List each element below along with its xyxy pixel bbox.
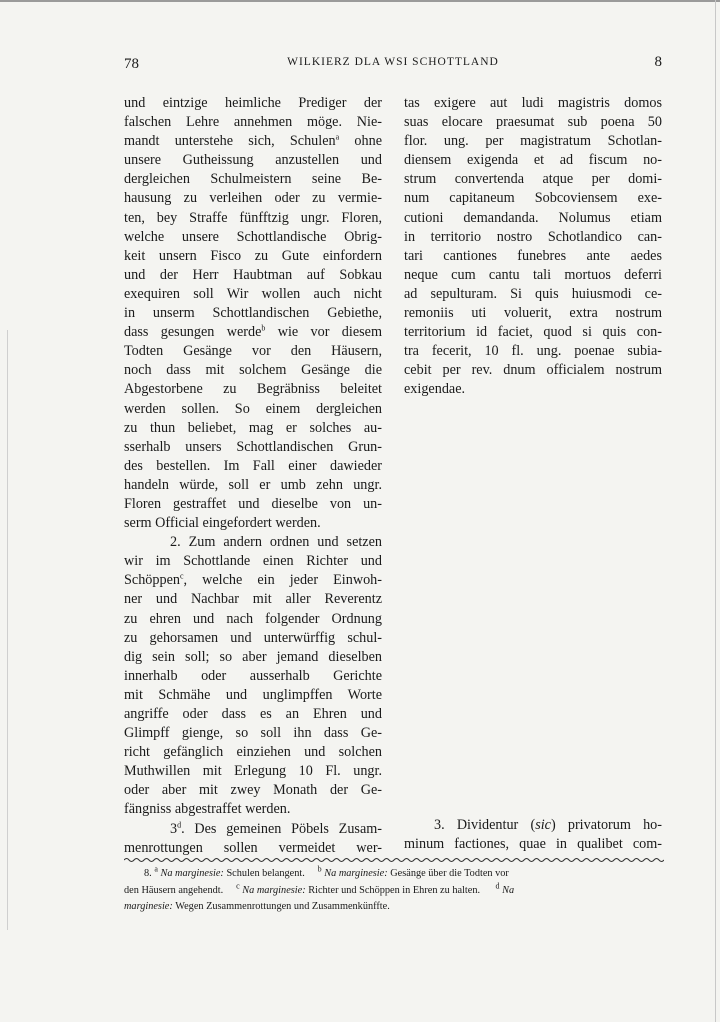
- footnotes: [124, 866, 664, 916]
- section-2-start: 2. Zum andern ordnen und setzen: [170, 534, 382, 551]
- text-line: Floren gestraffet und dieselbe von un-: [124, 495, 382, 512]
- text-line: dig sein soll; so aber jemand dieselben: [124, 648, 382, 665]
- text-line: tra fecerit, 10 fl. ung. poenae subia-: [404, 343, 662, 360]
- section-3-start: 3$^d$. Des gemeinen Pöbels Zusam-: [170, 819, 382, 837]
- text-line: des bestellen. Im Fall einer dawieder: [124, 457, 382, 474]
- text-line: remoniis uti voluerit, extra nostrum: [404, 305, 662, 322]
- section-3-latin-start: 3. Dividentur (sic) privatorum ho-: [434, 817, 662, 833]
- text-line: und eintzige heimliche Prediger der: [124, 95, 382, 111]
- footnote-marker: c: [179, 571, 184, 581]
- text-line: keit unsern Fisco zu Gute einfordern: [124, 247, 382, 264]
- text-line: mandt unterstehe sich, Schulen$^a$ ohne: [124, 132, 382, 150]
- left-column-german: [124, 94, 382, 858]
- text-line: menrottungen sollen vermeidet wer-: [124, 839, 382, 856]
- text-line: innerhalb oder ausserhalb Gerichte: [124, 667, 382, 684]
- text-line: suas elocare praesumat sub poena 50: [404, 114, 662, 131]
- text-line: zu gehorsamen und unterwürffig schul-: [124, 629, 382, 646]
- text-line: serm Official eingefordert werden.: [124, 515, 321, 532]
- text-line: fängniss abgestraffet werden.: [124, 801, 291, 818]
- page-number: 78: [124, 56, 139, 72]
- text-line: angriffe oder dass es an Ehren und: [124, 706, 382, 722]
- text-line: richt gefänglich einziehen und solchen: [124, 744, 382, 761]
- footnote-marker: d: [177, 819, 182, 829]
- text-line: ner und Nachbar mit aller Reverentz: [124, 591, 382, 608]
- text-line: dergleichen Schulmeistern seine Be-: [124, 171, 382, 188]
- footnote-line: 8. $^a$ Na marginesie: Schulen belangent. $^b$ Na marginesie: Gesänge über die Todten vor: [144, 864, 509, 879]
- text-line: sserhalb unsers Schottlandischen Grun-: [124, 438, 382, 455]
- text-line: hausung zu verleihen oder zu vermie-: [124, 190, 382, 207]
- footnote-marker: a: [335, 132, 340, 142]
- document-number: 8: [654, 54, 662, 70]
- text-line: dass gesungen werde$^b$ wie vor diesem: [124, 323, 382, 341]
- text-line: welche unsere Schottlandische Obrig-: [124, 228, 382, 245]
- text-line: num capitaneum Sobcoviensem exe-: [404, 190, 662, 207]
- text-line: in unserm Schottlandischen Gebiethe,: [124, 305, 382, 322]
- page-header: [124, 52, 662, 74]
- text-line: Schöppen$^c$, welche ein jeder Einwoh-: [124, 571, 382, 589]
- sic-mark: sic: [535, 817, 551, 833]
- text-line: falschen Lehre annehmen möge. Nie-: [124, 114, 382, 131]
- footnote-line: den Häusern angehendt. $^c$ Na marginesie: Richter und Schöppen in Ehren zu halten. $^d$ Na: [124, 881, 515, 896]
- text-line: wir im Schottlande einen Richter und: [124, 553, 382, 570]
- text-line: werden sollen. So einem dergleichen: [124, 400, 382, 417]
- footnote-line: marginesie: Wegen Zusammenrottungen und Zusammenkünffte.: [124, 901, 390, 912]
- text-line: Glimpff gienge, so soll ihn dass Ge-: [124, 725, 382, 742]
- text-line: neque cum cantu tali mortuos deferri: [404, 266, 662, 283]
- scan-left-edge: [7, 330, 8, 930]
- text-line: ten, bey Straffe fünfftzig ungr. Floren,: [124, 209, 382, 226]
- text-line: diensem exigenda et ad fiscum no-: [404, 152, 662, 169]
- text-line: noch dass mit solchem Gesänge die: [124, 362, 382, 379]
- scan-right-edge: [715, 0, 716, 1022]
- text-line: strum convertenda atque per domi-: [404, 171, 662, 188]
- text-line: zu thun beliebet, mag er solches au-: [124, 419, 382, 436]
- text-line: cebit per rev. dnum officialem nostrum: [404, 362, 662, 379]
- text-line: in territorio nostro Schotlandico can-: [404, 228, 662, 245]
- text-line: oder aber mit zwey Monath der Ge-: [124, 782, 382, 799]
- text-line: Muthwillen mit Erlegung 10 Fl. ungr.: [124, 763, 382, 780]
- text-line: Todten Gesänge vor den Häusern,: [124, 343, 382, 360]
- text-line: tas exigere aut ludi magistris domos: [404, 95, 662, 111]
- footnote-separator-rule: [124, 857, 664, 863]
- text-line: handeln würde, soll er umb zehn ungr.: [124, 476, 382, 493]
- footnote-marker: b: [261, 323, 266, 333]
- text-line: flor. ung. per magistratum Schotlan-: [404, 133, 662, 150]
- text-line: minum factiones, quae in qualibet com-: [404, 836, 662, 853]
- text-line: territorium id faciet, quod si quis con-: [404, 324, 662, 341]
- text-line: Abgestorbene zu Begräbniss beleitet: [124, 381, 382, 398]
- text-line: ad sepulturam. Si quis huiusmodi ce-: [404, 285, 662, 302]
- right-column-latin: [404, 94, 662, 400]
- text-line: exequiren soll Wir wollen auch nicht: [124, 285, 382, 302]
- right-section-3: [404, 816, 662, 854]
- text-line: mit Schmähe und unglimpffen Worte: [124, 686, 382, 703]
- running-title: WILKIERZ DLA WSI SCHOTTLAND: [287, 56, 499, 68]
- scan-top-border: [0, 0, 720, 2]
- text-line: unsere Gutheissung anzustellen und: [124, 152, 382, 169]
- text-line: tari cantiones funebres ante aedes: [404, 247, 662, 264]
- text-line: und der Herr Haubtman auf Sobkau: [124, 266, 382, 283]
- text-line: zu ehren und nach folgender Ordnung: [124, 610, 382, 627]
- text-line: exigendae.: [404, 381, 466, 398]
- text-line: cutioni demandanda. Nolumus etiam: [404, 209, 662, 226]
